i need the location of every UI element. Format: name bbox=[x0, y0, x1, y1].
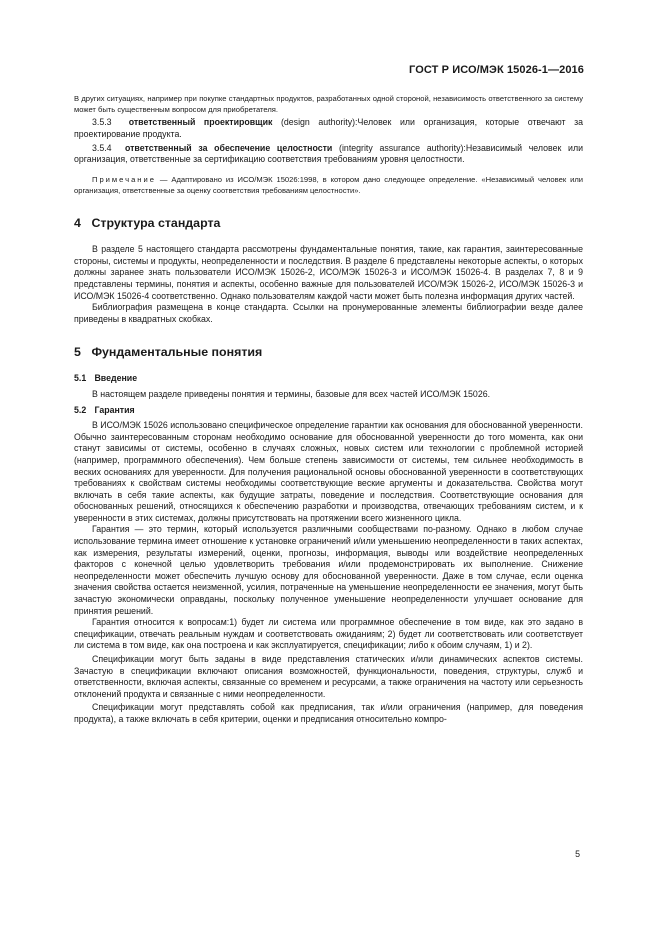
subsection-5-2-heading bbox=[74, 405, 583, 417]
subsection-5-2-paragraph: Гарантия относится к вопросам:1) будет ли система или программное обеспечение в том виде, как это задано в спецификации, отвечать реальным нуждам и соответствовать ожиданиям; 2) будет ли соответствовать или соответствует ли система в том виде, как она построена и как эксплуатируется, спецификации; либо к обоим случаям, 1) и 2). bbox=[74, 617, 583, 651]
subsection-5-2-paragraph: В ИСО/МЭК 15026 использовано специфическое определение гарантии как основания для обоснованной уверенности. Обычно заинтересованным сторонам необходимо основание для обоснованной уверенности до того момента, как они станут зависимы от системы, особенно в случаях сложных, новых систем или технологии с проблемной историей (например, программного обеспечения). Чем больше степень зависимости от системы, тем сильнее необходимость в веских основаниях для уверенности. Для получения рациональной основы обоснованной уверенности в соответствующих требованиях к свойствам системы необходимы соответствующие веские аргументы и доказательства. Свойства могут включать в себя такие аспекты, как будущие затраты, поведение и последствия. Соответствующие основания для обоснованных решений, относящихся к обеспечению разработки и производства, отвечающих требованиям систем, и к уверенности в этих системах, должны присутствовать на протяжении всего жизненного цикла. bbox=[74, 420, 583, 523]
definition-term: ответственный проектировщик bbox=[128, 117, 273, 128]
section-4-paragraph: В разделе 5 настоящего стандарта рассмотрены фундаментальные понятия, такие, как гарантия, заинтересованные стороны, системы и продукты, неопределенности и последствия. В разделе 6 представлены некоторые аспекты, о которых должны заранее знать пользователи ИСО/МЭК 15026-2, ИСО/МЭК 15026-3 и ИСО/МЭК 15026-4. В разделах 7, 8 и 9 представлены термины, понятия и аспекты, особенно важные для пользователей ИСО/МЭК 15026-2, ИСО/МЭК 15026-3 и ИСО/МЭК 15026-4 соответственно. Однако пользователям каждой части может быть полезна информация других частей. bbox=[74, 244, 583, 301]
subsection-5-2-paragraph: Спецификации могут быть заданы в виде представления статических и/или динамических аспектов системы. Зачастую в спецификации включают описания возможностей, функциональности, поведения, структуры, служб и ответственности, включая аспекты, связанные со временем и ресурсами, а также ограничения на частоту или серьезность отклонений продукта и связанные с ними неопределенности. bbox=[74, 654, 583, 699]
section-number: 4 bbox=[74, 216, 81, 231]
section-4-heading bbox=[74, 216, 583, 230]
subsection-5-1-paragraph: В настоящем разделе приведены понятия и термины, базовые для всех частей ИСО/МЭК 15026. bbox=[92, 388, 491, 399]
intro-paragraph: В других ситуациях, например при покупке стандартных продуктов, разработанных одной стороной, независимость ответственного за систему может быть существенным вопросом для приобретателя. bbox=[74, 94, 583, 115]
note-label: Примечание bbox=[92, 174, 156, 184]
section-title: Фундаментальные понятия bbox=[91, 345, 263, 360]
section-title: Структура стандарта bbox=[91, 216, 221, 231]
note-paragraph bbox=[74, 174, 583, 196]
subsection-number: 5.2 bbox=[74, 404, 87, 415]
standard-header: ГОСТ Р ИСО/МЭК 15026-1—2016 bbox=[409, 64, 584, 76]
subsection-5-2-paragraph: Спецификации могут представлять собой как предписания, так и/или ограничения (например, для поведения продукта), а также включать в себя критерии, оценки и предписания относительно компро- bbox=[74, 702, 583, 724]
section-4-paragraph: Библиография размещена в конце стандарта. Ссылки на пронумерованные элементы библиографии везде далее приведены в квадратных скобках. bbox=[74, 302, 583, 324]
subsection-title: Гарантия bbox=[94, 404, 135, 415]
page-content bbox=[74, 93, 583, 726]
definition-text: (design authority):Человек или организация, которые отвечают за проектирование продукта. bbox=[74, 117, 584, 139]
definition-number: 3.5.4 bbox=[92, 142, 112, 153]
subsection-5-1-heading bbox=[74, 373, 583, 385]
definition-3-5-4 bbox=[74, 143, 583, 166]
section-5-heading bbox=[74, 345, 583, 359]
subsection-5-2-paragraph: Гарантия — это термин, который используется различными сообществами по-разному. Однако в любом случае использование термина имеет отношение к установке ограничений и/или уменьшению неопределенности в таких аспектах, как измерения, результаты измерений, оценки, прогнозы, информация, выводы или воздействие неопределенных факторов с конечной целью удовлетворить требования и/или продемонстрировать их выполнение. Снижение неопределенности может обеспечить лучшую основу для обоснованной уверенности. Даже в том случае, если оценка значения свойства остается неизменной, усилия, потраченные на уменьшение неопределенности ее значения, могут быть зачастую экономически оправданы, поскольку полученное уменьшение неопределенности улучшает основание для принятия решений. bbox=[74, 524, 583, 616]
definition-number: 3.5.3 bbox=[92, 117, 112, 128]
page-number: 5 bbox=[575, 849, 580, 859]
definition-text: (integrity assurance authority):Независимый человек или организация, ответственные за сертификацию соответствия требованиям уровня целостности. bbox=[74, 142, 583, 165]
note-text: — Адаптировано из ИСО/МЭК 15026:1998, в котором дано следующее определение. «Независимый человек или организация, ответственные за оценку соответствия требованиям целостности». bbox=[74, 174, 583, 195]
subsection-number: 5.1 bbox=[74, 373, 87, 384]
subsection-title: Введение bbox=[94, 373, 138, 384]
definition-3-5-3 bbox=[74, 117, 583, 140]
definition-term: ответственный за обеспечение целостности bbox=[124, 142, 333, 153]
section-number: 5 bbox=[74, 345, 81, 360]
